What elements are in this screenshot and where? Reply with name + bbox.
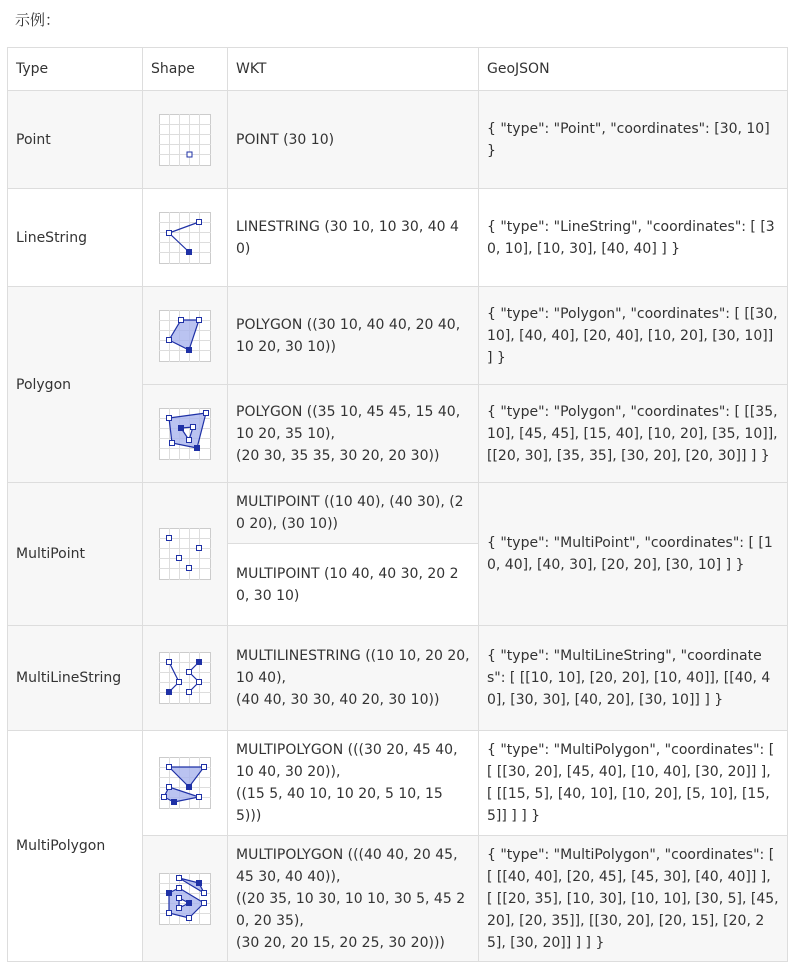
type-cell: MultiPoint: [8, 483, 143, 626]
wkt-line: MULTIPOLYGON (((30 20, 45 40, 10 40, 30 20)),: [236, 742, 458, 780]
wkt-line: ((15 5, 40 10, 10 20, 5 10, 15 5))): [236, 786, 443, 824]
geojson-cell: { "type": "MultiPolygon", "coordinates": [ [ [[40, 40], [20, 45], [45, 30], [40, 40]] ], [ [[20, 35], [10, 30], [10, 10], [30, 5], [45, 20], [20, 35]], [[30, 20], [20, 15], [20, 25], [30, 20]] ] ] }: [479, 836, 788, 962]
multipolygon-with-hole-shape-icon: [159, 873, 211, 925]
table-row: [8, 189, 788, 287]
shape-cell: [143, 626, 228, 731]
type-cell: MultiLineString: [8, 626, 143, 731]
shape-cell: [143, 836, 228, 962]
table-header-row: [8, 48, 788, 91]
header-shape: Shape: [143, 48, 228, 91]
type-cell: MultiPolygon: [8, 731, 143, 962]
point-shape-icon: [159, 114, 211, 166]
wkt-line: MULTILINESTRING ((10 10, 20 20, 10 40),: [236, 648, 470, 686]
wkt-cell: [228, 385, 479, 483]
wkt-line: POLYGON ((35 10, 45 45, 15 40, 10 20, 35 10),: [236, 403, 461, 442]
table-row: [8, 626, 788, 731]
header-wkt: WKT: [228, 48, 479, 91]
type-cell: LineString: [8, 189, 143, 287]
polygon-shape-icon: [159, 310, 211, 362]
linestring-shape-icon: [159, 212, 211, 264]
type-cell: Polygon: [8, 287, 143, 483]
wkt-cell: [228, 836, 479, 962]
wkt-cell: [228, 731, 479, 836]
wkt-line: MULTIPOLYGON (((40 40, 20 45, 45 30, 40 40)),: [236, 846, 458, 885]
wkt-line: (40 40, 30 30, 40 20, 30 10)): [236, 692, 440, 708]
table-row: [8, 483, 788, 544]
geojson-cell: { "type": "Polygon", "coordinates": [ [[30, 10], [40, 40], [20, 40], [10, 20], [30, 10]] ] }: [479, 287, 788, 385]
shape-cell: [143, 385, 228, 483]
geojson-cell: { "type": "Point", "coordinates": [30, 10] }: [479, 91, 788, 189]
multilinestring-shape-icon: [159, 652, 211, 704]
shape-cell: [143, 287, 228, 385]
geojson-cell: { "type": "Polygon", "coordinates": [ [[35, 10], [45, 45], [15, 40], [10, 20], [35, 10]], [[20, 30], [35, 35], [30, 20], [20, 30]] ] }: [479, 385, 788, 483]
shape-cell: [143, 731, 228, 836]
wkt-line: ((20 35, 10 30, 10 10, 30 5, 45 20, 20 35),: [236, 890, 466, 929]
wkt-cell: POINT (30 10): [228, 91, 479, 189]
table-row: [8, 287, 788, 385]
geojson-cell: { "type": "MultiPolygon", "coordinates": [ [ [[30, 20], [45, 40], [10, 40], [30, 20]] ], [ [[15, 5], [40, 10], [10, 20], [5, 10], [15, 5]] ] ] }: [479, 731, 788, 836]
table-row: [8, 91, 788, 189]
example-caption: 示例：: [15, 11, 61, 29]
header-type: Type: [8, 48, 143, 91]
header-geojson: GeoJSON: [479, 48, 788, 91]
wkt-line: (20 30, 35 35, 30 20, 20 30)): [236, 447, 440, 464]
geojson-cell: { "type": "MultiPoint", "coordinates": [ [10, 40], [40, 30], [20, 20], [30, 10] ] }: [479, 483, 788, 626]
wkt-cell: LINESTRING (30 10, 10 30, 40 40): [228, 189, 479, 287]
wkt-line: (30 20, 20 15, 20 25, 30 20))): [236, 934, 445, 951]
shape-cell: [143, 483, 228, 626]
multipoint-shape-icon: [159, 528, 211, 580]
table-row: [8, 731, 788, 836]
geometry-table: [7, 47, 788, 962]
polygon-with-hole-shape-icon: [159, 408, 211, 460]
wkt-cell: POLYGON ((30 10, 40 40, 20 40, 10 20, 30 10)): [228, 287, 479, 385]
shape-cell: [143, 91, 228, 189]
wkt-cell: [228, 626, 479, 731]
multipolygon-shape-icon: [159, 757, 211, 809]
wkt-cell: MULTIPOINT ((10 40), (40 30), (20 20), (30 10)): [228, 483, 479, 544]
wkt-cell: MULTIPOINT (10 40, 40 30, 20 20, 30 10): [228, 544, 479, 626]
type-cell: Point: [8, 91, 143, 189]
geojson-cell: { "type": "LineString", "coordinates": [ [30, 10], [10, 30], [40, 40] ] }: [479, 189, 788, 287]
geojson-cell: { "type": "MultiLineString", "coordinates": [ [[10, 10], [20, 20], [10, 40]], [[40, 40], [30, 30], [40, 20], [30, 10]] ] }: [479, 626, 788, 731]
shape-cell: [143, 189, 228, 287]
